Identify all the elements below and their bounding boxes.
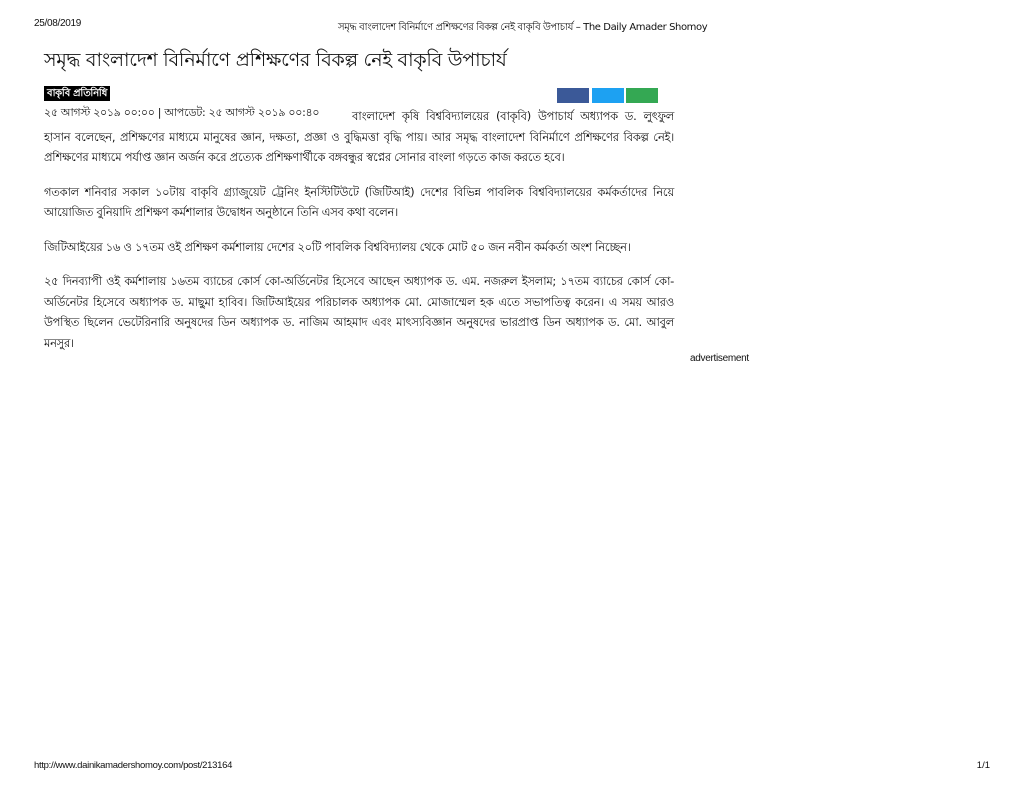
article-paragraph: ২৫ দিনব্যাপী ওই কর্মশালায় ১৬তম ব্যাচের কোর্স কো-অর্ডিনেটর হিসেবে আছেন অধ্যাপক ড. এম. নজরুল ইসলাম; ১৭তম ব্যাচের কোর্স কো-অর্ডিনেটর হিসেবে অধ্যাপক ড. মাছুমা হাবিব। জিটিআইয়ের পরিচালক অধ্যাপক মো. মোজাম্মেল হক এতে সভাপতিত্ব করেন। এ সময় আরও উপস্থিত ছিলেন ভেটেরিনারি অনুষদের ডিন অধ্যাপক ড. নাজিম আহমাদ এবং মাৎস্যবিজ্ঞান অনুষদের ভারপ্রাপ্ত ডিন অধ্যাপক ড. মো. আবুল মনসুর।	[44, 274, 674, 350]
print-date: 25/08/2019	[34, 18, 82, 29]
article-body	[44, 106, 674, 367]
byline-badge: বাকৃবি প্রতিনিধি	[44, 86, 110, 101]
advertisement-label: advertisement	[690, 353, 749, 364]
print-page-title: সমৃদ্ধ বাংলাদেশ বিনির্মাণে প্রশিক্ষণের বিকল্প নেই বাকৃবি উপাচার্য – The Daily Amader Shomoy	[338, 22, 708, 33]
whatsapp-share-button[interactable]	[626, 88, 658, 103]
article-paragraph: বাংলাদেশ কৃষি বিশ্ববিদ্যালয়ের (বাকৃবি) উপাচার্য অধ্যাপক ড. লুৎফুল হাসান বলেছেন, প্রশিক্ষণের মাধ্যমে মানুষের জ্ঞান, দক্ষতা, প্রজ্ঞা ও বুদ্ধিমত্তা বৃদ্ধি পায়। আর সমৃদ্ধ বাংলাদেশ বিনির্মাণে প্রশিক্ষণের বিকল্প নেই। প্রশিক্ষণের মাধ্যমে পর্যাপ্ত জ্ঞান অর্জন করে প্রত্যেক প্রশিক্ষণার্থীকে বঙ্গবন্ধুর স্বপ্নের সোনার বাংলা গড়তে কাজ করতে হবে।	[44, 109, 674, 164]
article-headline: সমৃদ্ধ বাংলাদেশ বিনির্মাণে প্রশিক্ষণের বিকল্প নেই বাকৃবি উপাচার্য	[44, 49, 507, 71]
page-number: 1/1	[976, 760, 990, 771]
article-paragraph: গতকাল শনিবার সকাল ১০টায় বাকৃবি গ্র্যাজুয়েট ট্রেনিং ইনস্টিটিউটে (জিটিআই) দেশের বিভিন্ন পাবলিক বিশ্ববিদ্যালয়ের কর্মকর্তাদের নিয়ে আয়োজিত বুনিয়াদি প্রশিক্ষণ কর্মশালার উদ্বোধন অনুষ্ঠানে তিনি এসব কথা বলেন।	[44, 184, 674, 219]
publish-dates: ২৫ আগস্ট ২০১৯ ০০:০০ | আপডেট: ২৫ আগস্ট ২০১৯ ০০:৪০	[44, 106, 320, 119]
twitter-share-button[interactable]	[592, 88, 624, 103]
facebook-share-button[interactable]	[557, 88, 589, 103]
footer-url: http://www.dainikamadershomoy.com/post/213164	[34, 760, 233, 771]
article-paragraph: জিটিআইয়ের ১৬ ও ১৭তম ওই প্রশিক্ষণ কর্মশালায় দেশের ২০টি পাবলিক বিশ্ববিদ্যালয় থেকে মোট ৫০ জন নবীন কর্মকর্তা অংশ নিচ্ছেন।	[44, 239, 631, 254]
